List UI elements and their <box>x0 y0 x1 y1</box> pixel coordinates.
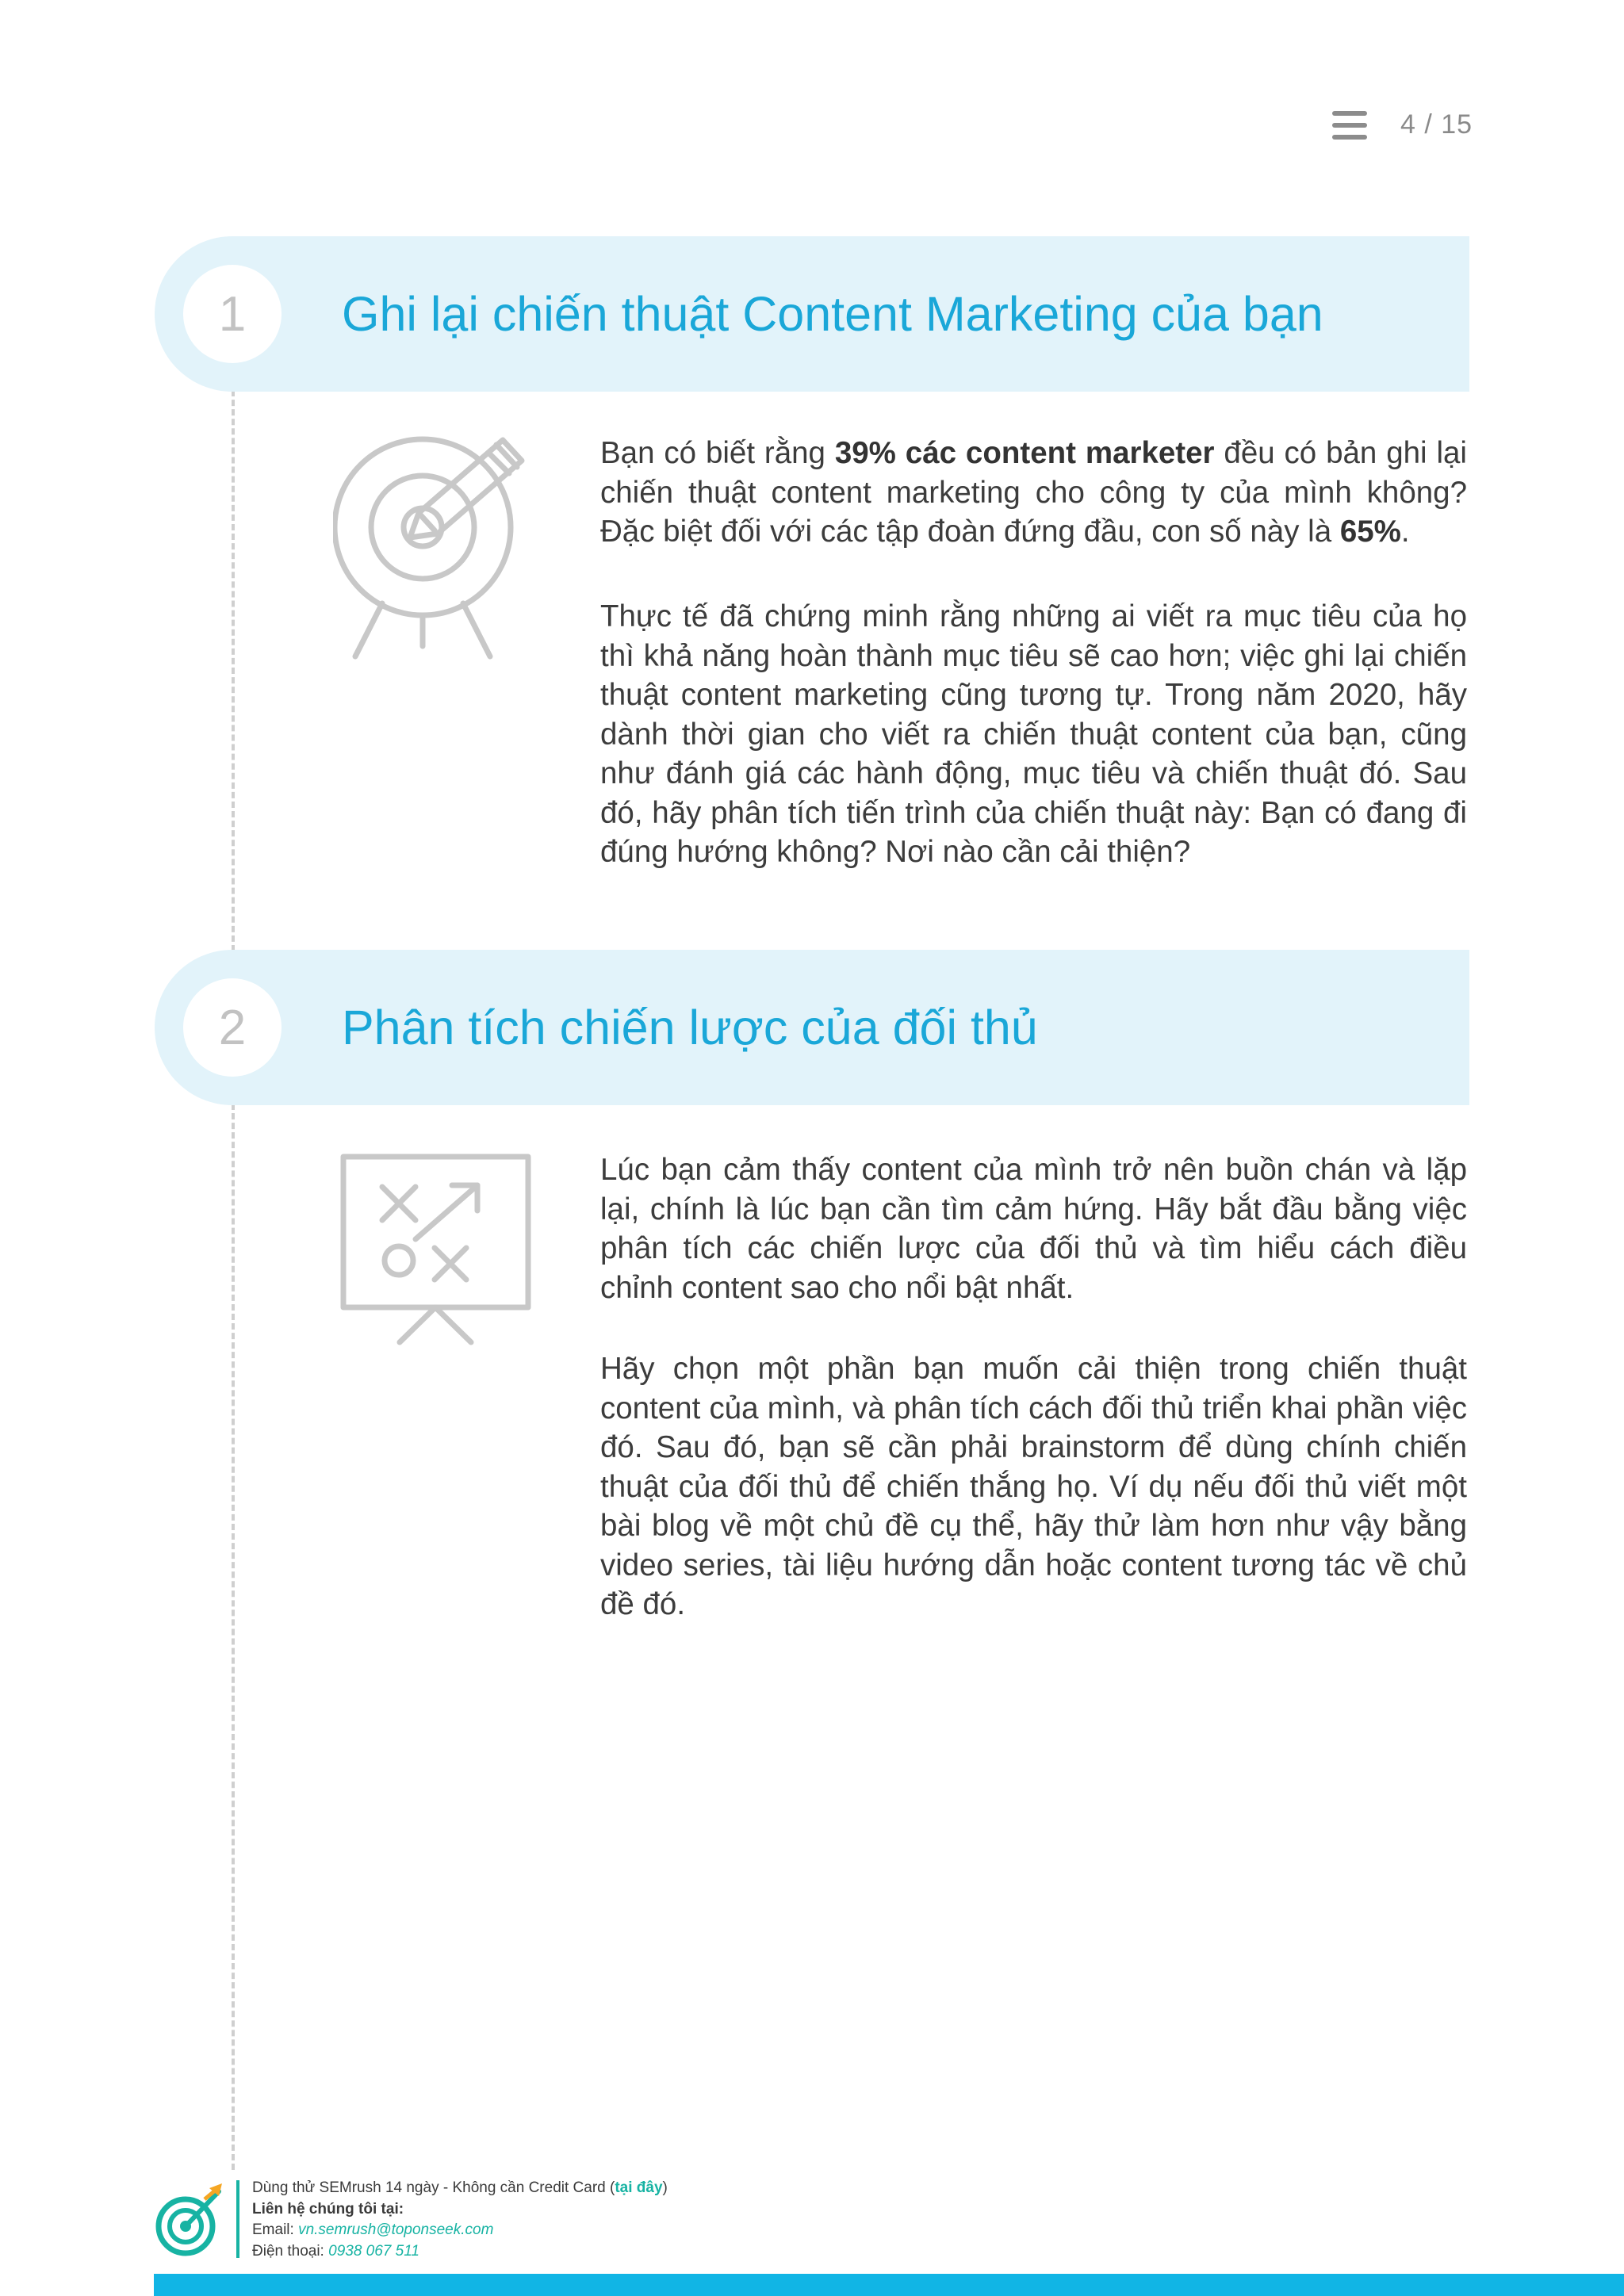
phone-link[interactable]: 0938 067 511 <box>328 2242 419 2260</box>
section-header-2 <box>155 950 1469 1105</box>
section-1-paragraph-1: Bạn có biết rằng 39% các content marketer đều có bản ghi lại chiến thuật content marketing cho công ty của mình không? Đặc biệt đối với các tập đoàn đứng đầu, con số này là 65%. <box>600 436 1467 549</box>
footer-divider <box>236 2180 239 2258</box>
email-link[interactable]: vn.semrush@toponseek.com <box>298 2221 494 2238</box>
timeline-connector <box>232 390 235 951</box>
section-title: Phân tích chiến lược của đối thủ <box>342 1001 1038 1054</box>
hamburger-menu-icon[interactable] <box>1332 111 1367 140</box>
section-number-badge: 1 <box>183 265 282 363</box>
section-2-paragraph-2: Hãy chọn một phần bạn muốn cải thiện trong chiến thuật content của mình, và phân tích cách đối thủ triển khai phần việc đó. Sau đó, bạn sẽ cần phải brainstorm để dùng chính chiến thuật của đối thủ để chiến thắng họ. Ví dụ nếu đối thủ viết một bài blog về một chủ đề cụ thể, hãy thử làm hơn như vậy bằng video series, tài liệu hướng dẫn hoặc content tương tác về chủ đề đó. <box>600 1352 1467 1621</box>
section-header-1 <box>155 236 1469 392</box>
section-1-paragraph-2: Thực tế đã chứng minh rằng những ai viết ra mục tiêu của họ thì khả năng hoàn thành mục tiêu sẽ cao hơn; việc ghi lại chiến thuật content marketing cũng tương tự. Trong năm 2020, hãy dành thời gian cho viết ra chiến thuật content của bạn, cũng như đánh giá các hành động, mục tiêu và chiến thuật đó. Sau đó, hãy phân tích tiến trình của chiến thuật này: Bạn có đang đi đúng hướng không? Nơi nào cần cải thiện? <box>600 599 1467 869</box>
strategy-board-icon <box>333 1150 539 1348</box>
phone-line: Điện thoại: 0938 067 511 <box>252 2242 419 2260</box>
toponseek-target-logo <box>154 2182 227 2261</box>
section-title: Ghi lại chiến thuật Content Marketing của bạn <box>342 287 1323 341</box>
trial-link[interactable]: tại đây <box>615 2179 663 2196</box>
footer-contact <box>252 2178 668 2262</box>
timeline-connector <box>232 1104 235 2170</box>
bottom-accent-bar <box>154 2274 1624 2296</box>
section-2-paragraph-1: Lúc bạn cảm thấy content của mình trở nên buồn chán và lặp lại, chính là lúc bạn cần tìm cảm hứng. Hãy bắt đầu bằng việc phân tích các chiến lược của đối thủ và tìm hiểu cách điều chỉnh content sao cho nổi bật nhất. <box>600 1153 1467 1305</box>
trial-line: Dùng thử SEMrush 14 ngày - Không cần Credit Card (tại đây) <box>252 2179 668 2196</box>
section-number-badge: 2 <box>183 978 282 1077</box>
page-indicator: 4 / 15 <box>1400 109 1473 140</box>
email-line: Email: vn.semrush@toponseek.com <box>252 2221 494 2238</box>
contact-heading: Liên hệ chúng tôi tại: <box>252 2200 404 2218</box>
target-with-pen-icon <box>333 432 539 662</box>
page-navigation <box>1332 109 1473 140</box>
